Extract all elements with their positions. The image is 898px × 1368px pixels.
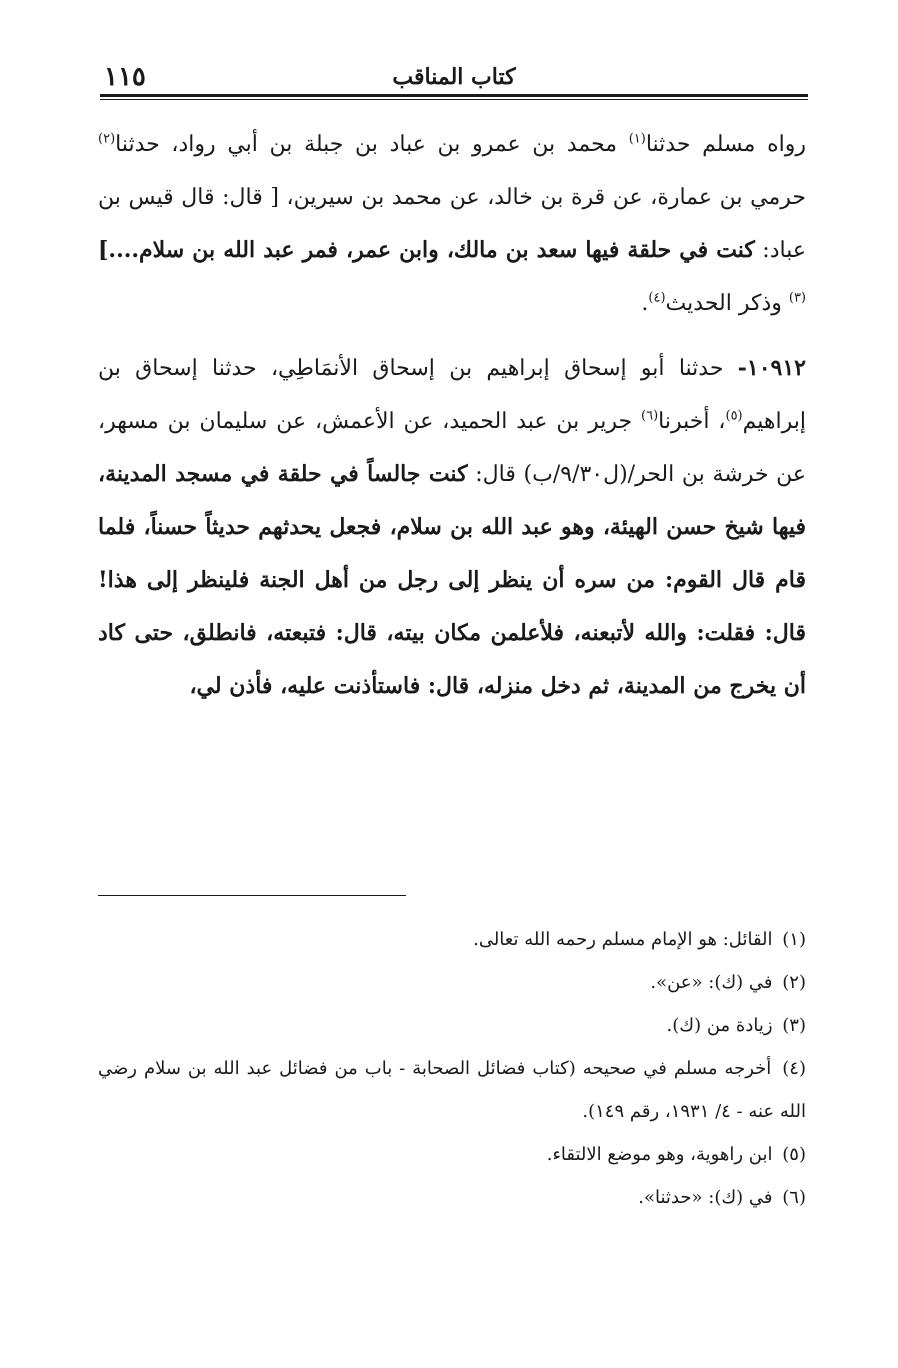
text-segment: ، أخبرنا — [658, 409, 726, 434]
footnote-ref-1: (١) — [628, 131, 646, 147]
footnote-ref-3: (٣) — [788, 290, 806, 306]
text-segment: محمد بن عمرو بن عباد بن جبلة بن أبي رواد، حدثنا — [115, 132, 629, 157]
footnote-number: (٦) — [782, 1187, 806, 1208]
text-segment: حدثنا أبو إسحاق إبراهيم بن إسحاق الأنمَاطِي، حدثنا إسحاق بن إبراهيم — [98, 356, 806, 434]
text-segment: وذكر الحديث — [665, 291, 789, 316]
page-number: ١١٥ — [104, 62, 146, 92]
bold-quote: كنت في حلقة فيها سعد بن مالك، وابن عمر، فمر عبد الله بن سلام....] — [98, 237, 755, 263]
footnote-separator — [98, 895, 406, 896]
footnote-number: (٢) — [782, 972, 806, 993]
paragraph-2 — [98, 342, 806, 713]
footnote-number: (٥) — [782, 1144, 806, 1165]
footnote-text: في (ك): «عن». — [650, 972, 773, 993]
header-rule — [100, 94, 808, 97]
text-segment: حرمي بن عمارة، عن قرة بن خالد، عن محمد بن سيرين، [ قال: قال قيس بن عباد: — [98, 185, 806, 263]
bold-hadith-text: كنت جالساً في حلقة في مسجد المدينة، فيها شيخ حسن الهيئة، وهو عبد الله بن سلام، فجعل يحدثهم حديثاً حسناً، فلما قام قال القوم: من سره أن ينظر إلى رجل من أهل الجنة فلينظر إلى هذا! قال: فقلت: والله لأتبعنه، فلأعلمن مكان بيته، قال: فتبعته، فانطلق، حتى كاد أن يخرج من المدينة، ثم دخل منزله، قال: فاستأذنت عليه، فأذن لي، — [98, 461, 806, 699]
footnote-text: ابن راهوية، وهو موضع الالتقاء. — [546, 1144, 773, 1165]
footnote-number: (٣) — [782, 1015, 806, 1036]
header-rule-thin — [100, 99, 808, 100]
footnote-text: أخرجه مسلم في صحيحه (كتاب فضائل الصحابة - باب من فضائل عبد الله بن سلام رضي الله عنه - ٤/ ١٩٣١، رقم ١٤٩). — [98, 1058, 806, 1122]
page-header — [100, 62, 808, 94]
footnote-text: القائل: هو الإمام مسلم رحمه الله تعالى. — [473, 929, 773, 950]
footnote-ref-4: (٤) — [648, 290, 666, 306]
paragraph-1 — [98, 118, 806, 330]
footnote-ref-5: (٥) — [725, 408, 743, 424]
footnote-ref-6: (٦) — [641, 408, 659, 424]
footnote-number: (١) — [782, 929, 806, 950]
footnote-3 — [98, 1004, 806, 1047]
footnote-number: (٤) — [782, 1058, 806, 1079]
footnote-1 — [98, 918, 806, 961]
footnote-text: زيادة من (ك). — [666, 1015, 773, 1036]
footnote-ref-2: (٢) — [98, 131, 116, 147]
running-title: كتاب المناقب — [392, 64, 516, 90]
footnote-5 — [98, 1133, 806, 1176]
text-segment: رواه مسلم حدثنا — [645, 132, 806, 157]
footnote-6 — [98, 1176, 806, 1219]
main-text — [98, 118, 806, 713]
footnote-4 — [98, 1047, 806, 1133]
text-segment: جرير بن عبد الحميد، عن الأعمش، عن سليمان بن مسهر، عن خرشة بن الحر/(ل٩/٣٠/ب) قال: — [98, 409, 806, 487]
footnotes — [98, 918, 806, 1219]
hadith-number: ١٠٩١٢- — [737, 355, 806, 381]
footnote-text: في (ك): «حدثنا». — [638, 1187, 773, 1208]
text-segment: . — [641, 291, 649, 316]
footnote-2 — [98, 961, 806, 1004]
